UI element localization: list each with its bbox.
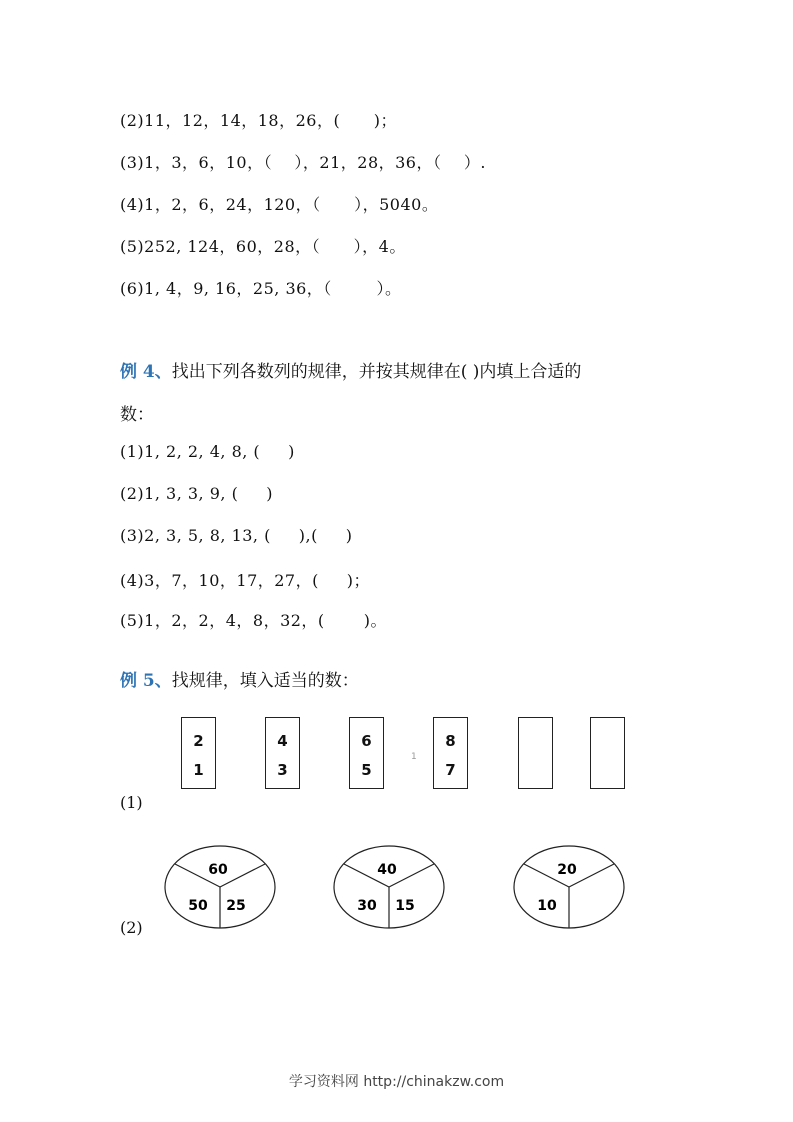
sequence-line-4: (4)1，2，6，24，120，（ ），5040。 xyxy=(120,195,439,214)
left-number: 30 xyxy=(357,898,377,914)
card-top-number: 6 xyxy=(361,732,372,750)
circle-diagram-2 xyxy=(329,842,449,932)
sequence-line-5: (5)252, 124，60，28，（ ），4。 xyxy=(120,237,406,256)
circle-diagram-1 xyxy=(160,842,280,932)
example-4-item-5: (5)1，2，2，4，8，32，( )。 xyxy=(120,611,388,630)
right-number: 15 xyxy=(395,898,415,914)
sequence-line-3: (3)1，3，6，10，（ ），21，28，36，（ ）. xyxy=(120,153,486,172)
top-number: 60 xyxy=(208,862,228,878)
card-bottom-number: 1 xyxy=(193,761,204,779)
number-card-2 xyxy=(265,717,300,789)
example-4-item-1: (1)1, 2, 2, 4, 8, ( ) xyxy=(120,442,295,461)
card-bottom-number: 3 xyxy=(277,761,288,779)
top-number: 20 xyxy=(557,862,577,878)
number-card-1 xyxy=(181,717,216,789)
card-bottom-number: 5 xyxy=(361,761,372,779)
sequence-line-2: (2)11，12，14，18，26，( )； xyxy=(120,111,397,130)
top-number: 40 xyxy=(377,862,397,878)
card-top-number: 4 xyxy=(277,732,288,750)
card-bottom-number: 7 xyxy=(445,761,456,779)
left-number: 50 xyxy=(188,898,208,914)
example-4-text: 找出下列各数列的规律，并按其规律在( )内填上合适的 xyxy=(171,362,582,382)
example-5-label: 例 5、 xyxy=(120,671,172,691)
sequence-line-6: (6)1, 4，9, 16，25, 36，（ ）。 xyxy=(120,279,402,298)
example-4-item-4: (4)3，7，10，17，27，( )； xyxy=(120,571,371,590)
example-4-item-3: (3)2, 3, 5, 8, 13, ( ),( ) xyxy=(120,526,353,545)
card-top-number: 8 xyxy=(445,732,456,750)
left-number: 10 xyxy=(537,898,557,914)
number-card-3 xyxy=(349,717,384,789)
number-card-5-blank xyxy=(518,717,553,789)
example-4-label: 例 4、 xyxy=(120,362,172,382)
example-4-text-cont: 数： xyxy=(120,405,154,425)
card-top-number: 2 xyxy=(193,732,204,750)
footer-link[interactable]: 学习资料网 http://chinakzw.com xyxy=(288,1074,505,1090)
number-card-4 xyxy=(433,717,468,789)
example-4-heading xyxy=(120,357,581,382)
example-4-item-2: (2)1, 3, 3, 9, ( ) xyxy=(120,484,273,503)
example-5-heading xyxy=(120,666,359,691)
part-2-label: (2) xyxy=(120,918,143,937)
part-1-label: (1) xyxy=(120,793,143,812)
circle-diagram-3 xyxy=(509,842,629,932)
example-5-text: 找规律，填入适当的数： xyxy=(171,671,359,691)
stray-mark: 1 xyxy=(411,752,417,762)
right-number: 25 xyxy=(226,898,246,914)
number-card-6-blank xyxy=(590,717,625,789)
